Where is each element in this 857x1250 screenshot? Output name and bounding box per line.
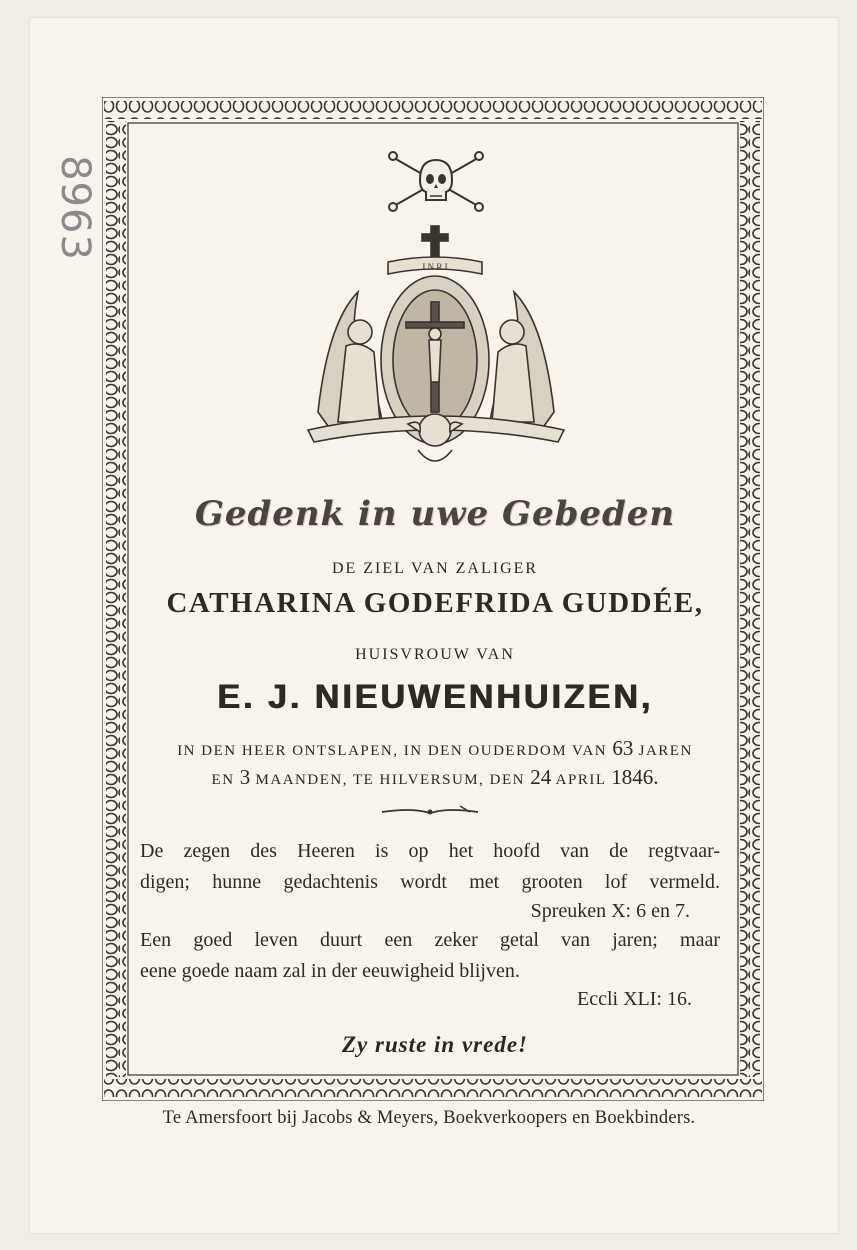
crucifix-angels-emblem: [288, 222, 584, 476]
verse-1-reference: Spreuken X: 6 en 7.: [530, 900, 690, 922]
header-title: Gedenk in uwe Gebeden: [194, 494, 676, 534]
soul-line: DE ZIEL VAN ZALIGER: [331, 560, 539, 577]
age-months: 3: [239, 765, 251, 789]
spouse-name: E. J. NIEUWENHUIZEN,: [217, 678, 653, 716]
death-line-1-text: IN DEN HEER ONTSLAPEN, IN DEN OUDERDOM VAN: [177, 743, 608, 759]
spouse-line: HUISVROUW VAN: [355, 646, 515, 663]
death-line-2-middle: MAANDEN, TE HILVERSUM, DEN: [255, 772, 525, 788]
divider-ornament: [380, 804, 480, 818]
verse-2-line-b: eene goede naam zal in der eeuwigheid blijven.: [140, 960, 520, 982]
skull-crossbones-icon: [386, 150, 486, 212]
death-line-2: [140, 765, 730, 790]
death-line-1: [140, 736, 730, 761]
verse-2-line-a: Een goed leven duurt een zeker getal van jaren; maar: [140, 929, 720, 951]
death-line-2-prefix: EN: [211, 772, 235, 788]
inventory-number-text: 8963: [52, 155, 98, 261]
age-years: 63: [612, 736, 634, 760]
verse-1-line-a: De zegen des Heeren is op het hoofd van de regtvaar-: [140, 840, 720, 862]
death-year: 1846.: [611, 765, 659, 789]
death-month: APRIL: [555, 772, 606, 788]
printer-imprint: Te Amersfoort bij Jacobs & Meyers, Boekverkoopers en Boekbinders.: [162, 1108, 696, 1128]
deceased-name: CATHARINA GODEFRIDA GUDDÉE,: [166, 587, 704, 619]
inventory-number: [40, 140, 110, 270]
age-unit: JAREN: [638, 743, 693, 759]
crucifix-inscription: I N R I: [422, 262, 448, 272]
death-day: 24: [530, 765, 552, 789]
verse-1-line-b: digen; hunne gedachtenis wordt met grooten lof vermeld.: [140, 871, 720, 893]
verse-2-reference: Eccli XLI: 16.: [577, 988, 692, 1010]
closing-phrase: Zy ruste in vrede!: [341, 1032, 528, 1057]
